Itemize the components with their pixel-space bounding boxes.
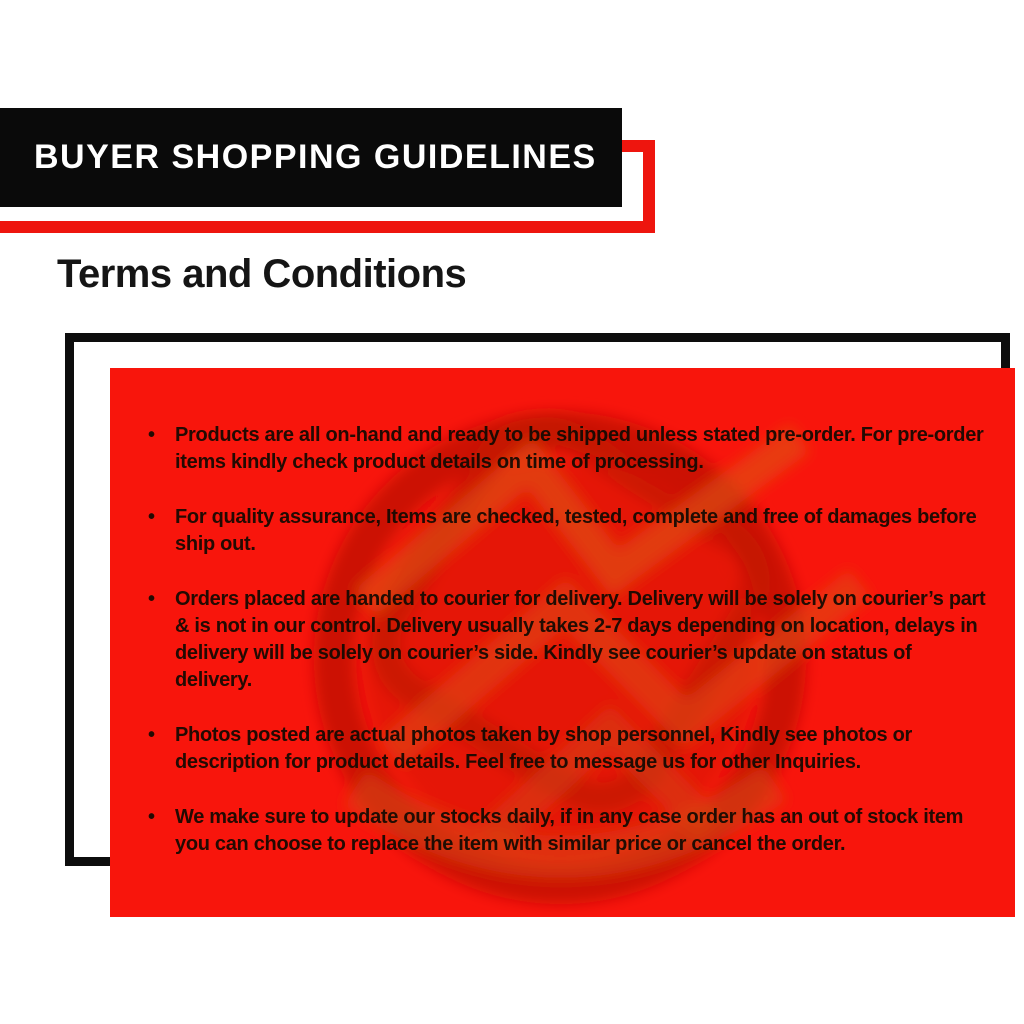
terms-list	[110, 368, 1015, 858]
terms-item	[148, 722, 993, 776]
terms-heading: Terms and Conditions	[57, 252, 467, 296]
terms-item	[148, 504, 993, 558]
terms-box	[110, 368, 1015, 917]
bullet-dot-icon: •	[148, 424, 155, 446]
terms-item-text: Photos posted are actual photos taken by shop personnel, Kindly see photos or description for product details. Feel free to message us for other Inquiries.	[175, 724, 913, 773]
header-bar	[0, 108, 622, 207]
terms-item-text: Orders placed are handed to courier for delivery. Delivery will be solely on courier’s part & is not in our control. Delivery usually takes 2-7 days depending on location, delays in delivery will be solely on courier’s side. Kindly see courier’s update on status of delivery.	[175, 588, 986, 691]
bullet-dot-icon: •	[148, 806, 155, 828]
bullet-dot-icon: •	[148, 588, 155, 610]
header-title: BUYER SHOPPING GUIDELINES	[34, 138, 597, 176]
bullet-dot-icon: •	[148, 506, 155, 528]
terms-item	[148, 422, 993, 476]
terms-item-text: Products are all on-hand and ready to be shipped unless stated pre-order. For pre-order items kindly check product details on time of processing.	[175, 424, 984, 473]
terms-item-text: For quality assurance, Items are checked, tested, complete and free of damages before ship out.	[175, 506, 977, 555]
terms-item	[148, 804, 993, 858]
terms-item	[148, 586, 993, 694]
terms-item-text: We make sure to update our stocks daily, if in any case order has an out of stock item you can choose to replace the item with similar price or cancel the order.	[175, 806, 964, 855]
bullet-dot-icon: •	[148, 724, 155, 746]
